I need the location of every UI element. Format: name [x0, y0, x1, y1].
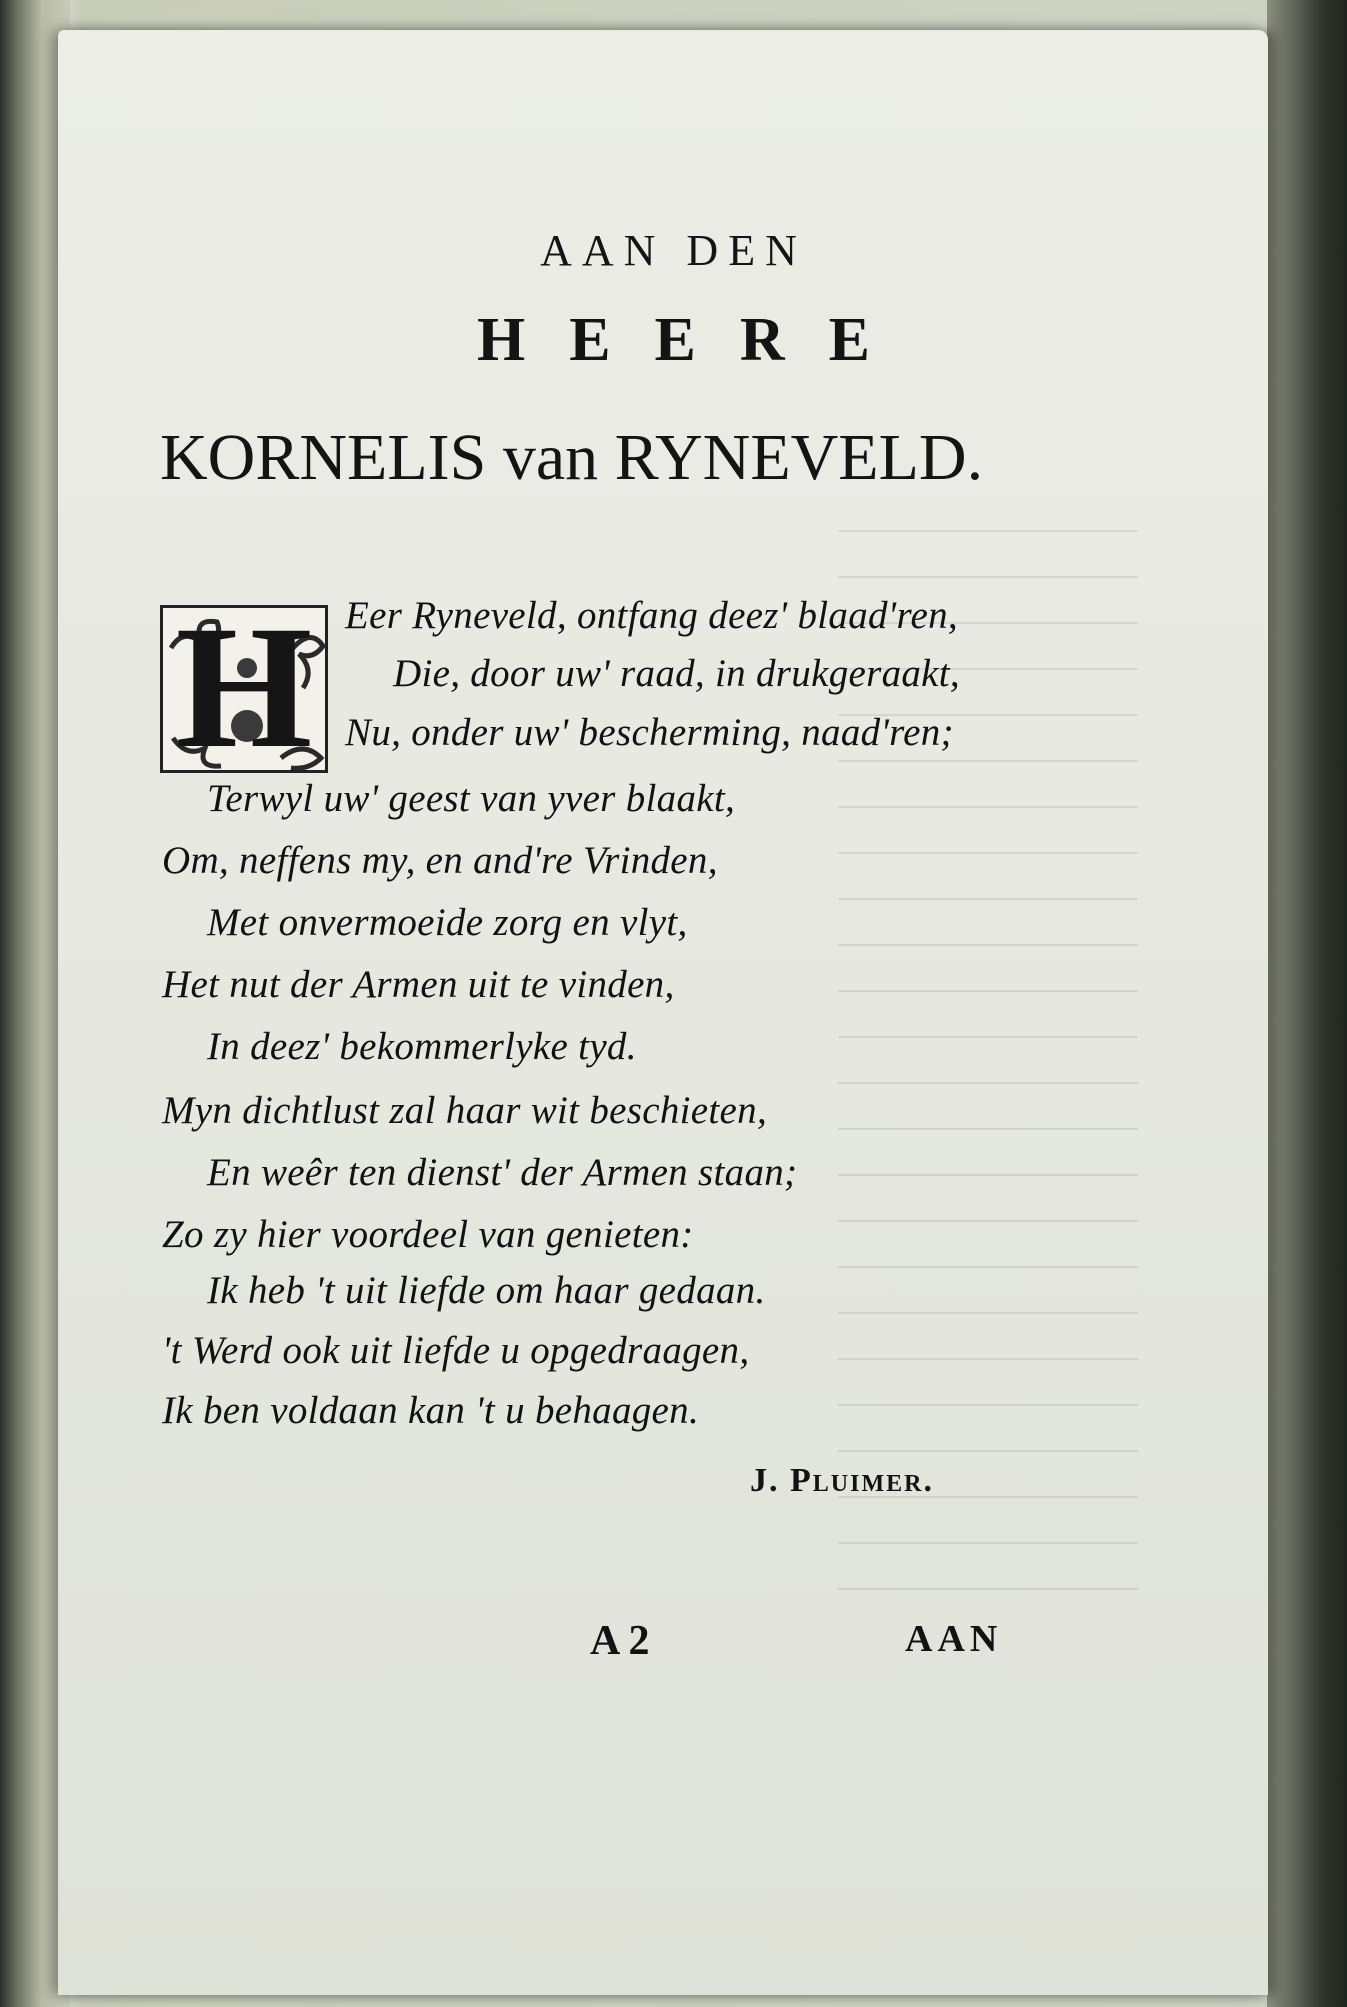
- author-signature: J. Pluimer.: [750, 1462, 934, 1499]
- poem-line: 't Werd ook uit liefde u opgedraagen,: [162, 1329, 750, 1372]
- poem-line: Nu, onder uw' bescherming, naad'ren;: [345, 711, 954, 754]
- poem-line: Ik ben voldaan kan 't u behaagen.: [162, 1389, 700, 1432]
- heading-heere: HEERE: [476, 306, 915, 374]
- catchword: AAN: [905, 1618, 1003, 1660]
- initial-letter: H: [175, 605, 313, 773]
- poem-line: En weêr ten dienst' der Armen staan;: [207, 1151, 798, 1194]
- signature-mark: A 2: [590, 1618, 650, 1664]
- poem-line: Zo zy hier voordeel van genieten:: [162, 1213, 694, 1256]
- poem-line: Terwyl uw' geest van yver blaakt,: [207, 777, 736, 820]
- poem-line: Het nut der Armen uit te vinden,: [162, 963, 675, 1006]
- poem-line: Met onvermoeide zorg en vlyt,: [207, 901, 688, 944]
- poem-line: Ik heb 't uit liefde om haar gedaan.: [207, 1269, 766, 1312]
- poem-line: Myn dichtlust zal haar wit beschieten,: [162, 1089, 767, 1132]
- poem-line: Die, door uw' raad, in drukgeraakt,: [393, 652, 960, 695]
- poem-line: Om, neffens my, en and're Vrinden,: [162, 839, 718, 882]
- poem-line: In deez' bekommerlyke tyd.: [207, 1025, 637, 1068]
- heading-aan-den: AAN DEN: [540, 226, 807, 275]
- poem-line: Eer Ryneveld, ontfang deez' blaad'ren,: [345, 594, 958, 637]
- heading-dedicatee: KORNELIS van RYNEVELD.: [160, 421, 984, 494]
